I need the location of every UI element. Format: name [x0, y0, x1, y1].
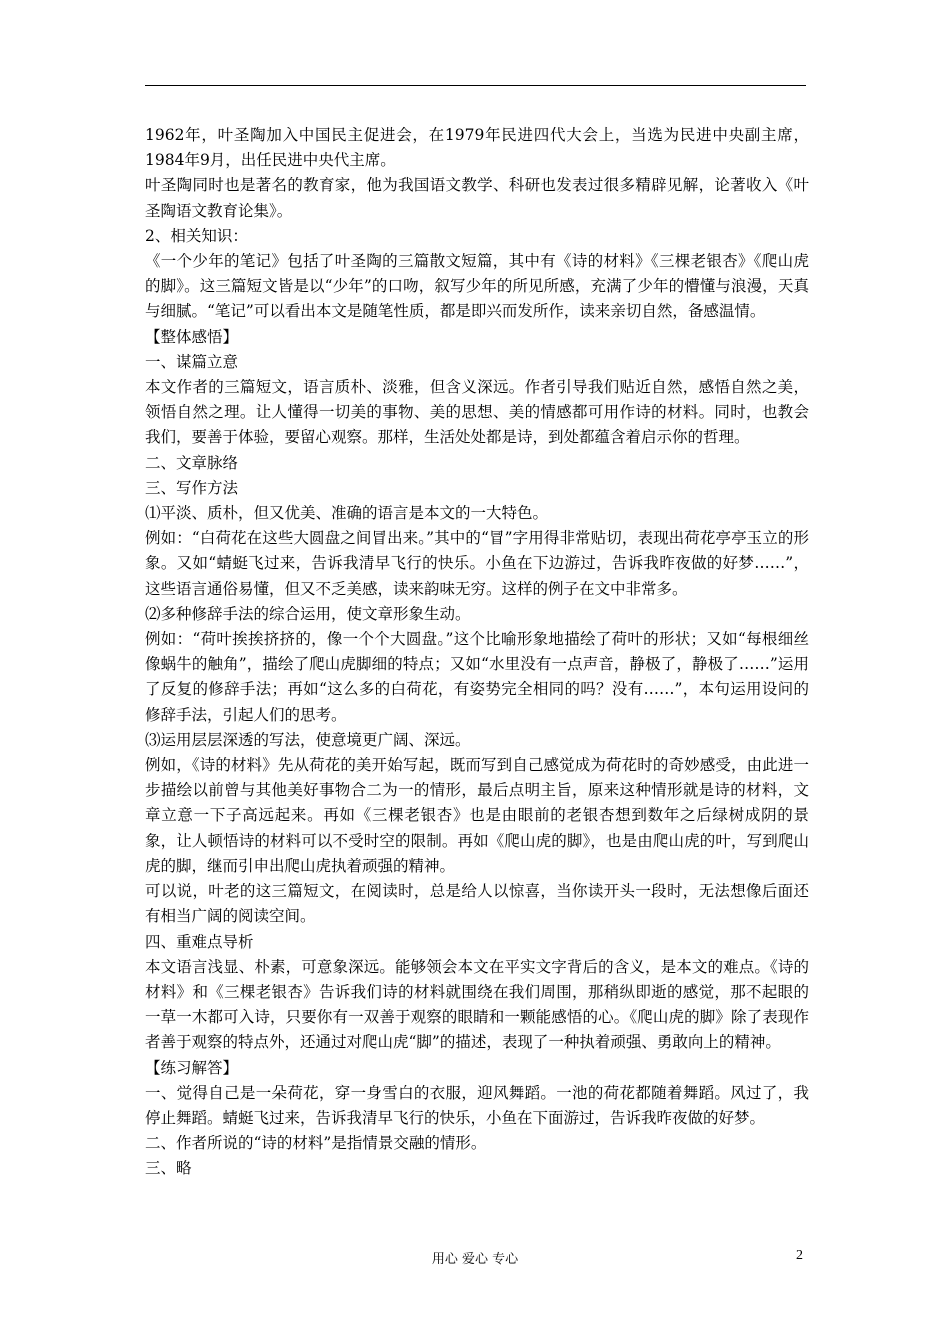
paragraph: 《一个少年的笔记》包括了叶圣陶的三篇散文短篇，其中有《诗的材料》《三棵老银杏》《爬山虎的脚》。这三篇短文皆是以“少年”的口吻，叙写少年的所见所感，充满了少年的懵懂与浪漫，天真与细腻。“笔记”可以看出本文是随笔性质，都是即兴而发所作，读来亲切自然，备感温情。: [145, 252, 809, 321]
footer-slogan: 用心 爱心 专心: [431, 1252, 519, 1267]
paragraph: 例如，《诗的材料》先从荷花的美开始写起，既而写到自己感觉成为荷花时的奇妙感受，由此进一步描绘以前曾与其他美好事物合二为一的情形，最后点明主旨，原来这种情形就是诗的材料，文章立意一下子高远起来。再如《三棵老银杏》也是由眼前的老银杏想到数年之后绿树成阴的景象，让人顿悟诗的材料可以不受时空的限制。再如《爬山虎的脚》，也是由爬山虎的叶，写到爬山虎的脚，继而引申出爬山虎执着顽强的精神。: [145, 756, 809, 875]
page-number: 2: [796, 1248, 803, 1263]
paragraph: 二、作者所说的“诗的材料”是指情景交融的情形。: [145, 1134, 487, 1153]
paragraph: 例如：“荷叶挨挨挤挤的，像一个个大圆盘。”这个比喻形象地描绘了荷叶的形状；又如“每根细丝像蜗牛的触角”，描绘了爬山虎脚细的特点；又如“水里没有一点声音，静极了，静极了……”运用了反复的修辞手法；再如“这么多的白荷花，有姿势完全相同的吗？没有……”，本句运用设问的修辞手法，引起人们的思考。: [145, 630, 809, 724]
subsection-heading: 三、写作方法: [145, 478, 239, 497]
subsection-heading: 一、谋篇立意: [145, 352, 239, 371]
point-heading: ⑴平淡、质朴，但又优美、准确的语言是本文的一大特色。: [145, 504, 549, 523]
subsection-heading: 四、重难点导析: [145, 932, 254, 951]
section-heading: 2、相关知识：: [145, 226, 248, 245]
paragraph: 本文作者的三篇短文，语言质朴、淡雅，但含义深远。作者引导我们贴近自然，感悟自然之美，领悟自然之理。让人懂得一切美的事物、美的思想、美的情感都可用作诗的材料。同时，也教会我们，要善于体验，要留心观察。那样，生活处处都是诗，到处都蕴含着启示你的哲理。: [145, 378, 809, 447]
paragraph: 可以说，叶老的这三篇短文，在阅读时，总是给人以惊喜，当你读开头一段时，无法想像后面还有相当广阔的阅读空间。: [145, 882, 809, 926]
document-body: [145, 123, 809, 1182]
paragraph: 三、略: [145, 1159, 192, 1178]
paragraph: 例如：“白荷花在这些大圆盘之间冒出来。”其中的“冒”字用得非常贴切，表现出荷花亭亭玉立的形象。又如“蜻蜓飞过来，告诉我清早飞行的快乐。小鱼在下边游过，告诉我昨夜做的好梦……”，这些语言通俗易懂，但又不乏美感，读来韵味无穷。这样的例子在文中非常多。: [145, 529, 809, 598]
section-heading: 【练习解答】: [145, 1058, 239, 1077]
section-heading: 【整体感悟】: [145, 327, 239, 346]
point-heading: ⑶运用层层深透的写法，使意境更广阔、深远。: [145, 730, 471, 749]
point-heading: ⑵多种修辞手法的综合运用，使文章形象生动。: [145, 604, 471, 623]
header-rule: [145, 85, 806, 86]
paragraph: 一、觉得自己是一朵荷花，穿一身雪白的衣服，迎风舞蹈。一池的荷花都随着舞蹈。风过了，我停止舞蹈。蜻蜓飞过来，告诉我清早飞行的快乐，小鱼在下面游过，告诉我昨夜做的好梦。: [145, 1083, 809, 1127]
subsection-heading: 二、文章脉络: [145, 453, 239, 472]
paragraph: 本文语言浅显、朴素，可意象深远。能够领会本文在平实文字背后的含义，是本文的难点。《诗的材料》和《三棵老银杏》告诉我们诗的材料就围绕在我们周围，那稍纵即逝的感觉，那不起眼的一草一木都可入诗，只要你有一双善于观察的眼睛和一颗能感悟的心。《爬山虎的脚》除了表现作者善于观察的特点外，还通过对爬山虎“脚”的描述，表现了一种执着顽强、勇敢向上的精神。: [145, 957, 809, 1052]
paragraph: 1962年，叶圣陶加入中国民主促进会，在1979年民进四代大会上，当选为民进中央副主席，1984年9月，出任民进中央代主席。: [145, 126, 809, 170]
paragraph: 叶圣陶同时也是著名的教育家，他为我国语文教学、科研也发表过很多精辟见解，论著收入《叶圣陶语文教育论集》。: [145, 176, 809, 220]
